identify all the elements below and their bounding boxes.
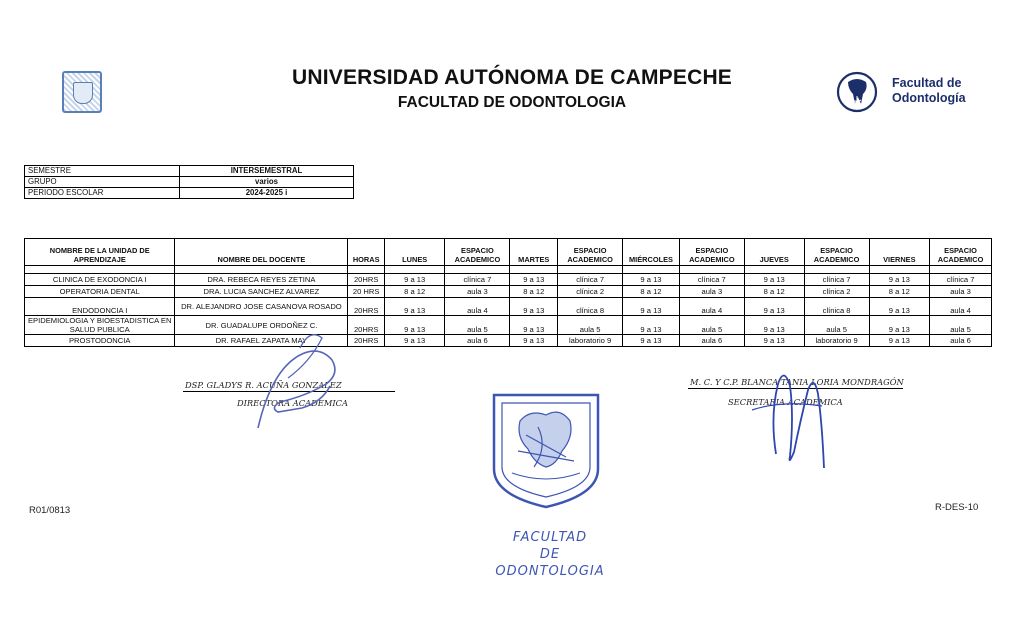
schedule-table: [24, 238, 992, 347]
left-signatory-title: DIRECTORA ACADEMICA: [237, 398, 348, 408]
schedule-cell: clínica 7: [930, 274, 992, 286]
schedule-cell: clínica 7: [445, 274, 510, 286]
schedule-cell: DRA. LUCIA SANCHEZ ALVAREZ: [175, 286, 348, 298]
left-signatory-name: DSP. GLADYS R. ACUÑA GONZALEZ: [185, 380, 342, 390]
schedule-cell: 9 a 13: [869, 316, 930, 335]
schedule-cell: 9 a 13: [510, 335, 558, 347]
spacer-cell: [930, 266, 992, 274]
spacer-cell: [384, 266, 444, 274]
schedule-cell: 20HRS: [348, 274, 385, 286]
schedule-cell: DR. ALEJANDRO JOSE CASANOVA ROSADO: [175, 298, 348, 316]
spacer-cell: [869, 266, 930, 274]
schedule-cell: DR. GUADALUPE ORDOÑEZ C.: [175, 316, 348, 335]
schedule-cell: aula 5: [445, 316, 510, 335]
info-label: SEMESTRE: [25, 166, 180, 177]
spacer-row: [25, 266, 992, 274]
stamp-line-3: ODONTOLOGIA: [495, 564, 605, 579]
info-value: varios: [180, 177, 354, 188]
info-row: [25, 166, 354, 177]
schedule-cell: 9 a 13: [384, 335, 444, 347]
spacer-cell: [623, 266, 680, 274]
schedule-cell: 8 a 12: [384, 286, 444, 298]
stamp-text: [480, 529, 620, 580]
schedule-cell: 9 a 13: [744, 298, 804, 316]
schedule-cell: aula 5: [930, 316, 992, 335]
spacer-cell: [744, 266, 804, 274]
schedule-cell: aula 3: [930, 286, 992, 298]
info-label: PERIODO ESCOLAR: [25, 188, 180, 199]
document-code-right: R-DES-10: [935, 502, 979, 513]
schedule-cell: aula 5: [558, 316, 623, 335]
column-header: NOMBRE DEL DOCENTE: [175, 239, 348, 266]
schedule-cell: 9 a 13: [869, 274, 930, 286]
schedule-cell: 9 a 13: [623, 274, 680, 286]
official-stamp: [490, 391, 602, 511]
column-header: MARTES: [510, 239, 558, 266]
column-header: ESPACIO ACADEMICO: [445, 239, 510, 266]
column-header: ESPACIO ACADEMICO: [679, 239, 744, 266]
schedule-cell: DR. RAFAEL ZAPATA MAY: [175, 335, 348, 347]
schedule-cell: 8 a 12: [623, 286, 680, 298]
schedule-cell: 9 a 13: [384, 316, 444, 335]
schedule-row: [25, 286, 992, 298]
schedule-cell: aula 4: [445, 298, 510, 316]
schedule-cell: aula 5: [804, 316, 869, 335]
schedule-cell: aula 4: [679, 298, 744, 316]
spacer-cell: [348, 266, 385, 274]
schedule-cell: PROSTODONCIA: [25, 335, 175, 347]
document-code-left: R01/0813: [29, 505, 71, 516]
spacer-cell: [804, 266, 869, 274]
info-value: INTERSEMESTRAL: [180, 166, 354, 177]
schedule-cell: clínica 2: [804, 286, 869, 298]
schedule-row: [25, 274, 992, 286]
schedule-cell: 9 a 13: [744, 335, 804, 347]
right-signatory-name: M. C. Y C.P. BLANCA TANIA LORIA MONDRAGÓN: [690, 377, 904, 387]
schedule-cell: 20HRS: [348, 298, 385, 316]
schedule-cell: aula 3: [679, 286, 744, 298]
university-title: UNIVERSIDAD AUTÓNOMA DE CAMPECHE: [291, 66, 733, 89]
info-row: [25, 188, 354, 199]
schedule-cell: aula 6: [445, 335, 510, 347]
schedule-cell: 9 a 13: [869, 298, 930, 316]
column-header: HORAS: [348, 239, 385, 266]
right-signatory-title: SECRETARIA ACADEMICA: [728, 397, 843, 407]
stamp-line-2: DE: [539, 547, 561, 562]
schedule-cell: clínica 7: [558, 274, 623, 286]
schedule-row: [25, 335, 992, 347]
faculty-logo-text: [892, 76, 966, 106]
schedule-header-row: [25, 239, 992, 266]
schedule-cell: 9 a 13: [744, 274, 804, 286]
schedule-cell: 20HRS: [348, 316, 385, 335]
schedule-cell: ENDODONCIA I: [25, 298, 175, 316]
schedule-cell: 8 a 12: [869, 286, 930, 298]
schedule-cell: 8 a 12: [510, 286, 558, 298]
right-signature-line: [688, 388, 903, 389]
schedule-cell: 9 a 13: [384, 274, 444, 286]
column-header: JUEVES: [744, 239, 804, 266]
faculty-logo-line1: Facultad de: [892, 76, 962, 90]
spacer-cell: [175, 266, 348, 274]
university-seal-logo: [62, 71, 102, 113]
schedule-cell: 9 a 13: [510, 298, 558, 316]
schedule-cell: 8 a 12: [744, 286, 804, 298]
column-header: NOMBRE DE LA UNIDAD DE APRENDIZAJE: [25, 239, 175, 266]
schedule-cell: 9 a 13: [384, 298, 444, 316]
schedule-cell: EPIDEMIOLOGIA Y BIOESTADISTICA EN SALUD PUBLICA: [25, 316, 175, 335]
spacer-cell: [558, 266, 623, 274]
schedule-cell: clínica 8: [804, 298, 869, 316]
schedule-cell: 9 a 13: [510, 274, 558, 286]
schedule-cell: clínica 7: [804, 274, 869, 286]
schedule-cell: laboratorio 9: [558, 335, 623, 347]
schedule-cell: aula 4: [930, 298, 992, 316]
spacer-cell: [510, 266, 558, 274]
info-row: [25, 177, 354, 188]
column-header: VIERNES: [869, 239, 930, 266]
schedule-cell: 20HRS: [348, 335, 385, 347]
schedule-cell: clínica 7: [679, 274, 744, 286]
schedule-row: [25, 316, 992, 335]
schedule-row: [25, 298, 992, 316]
faculty-logo-line2: Odontología: [892, 91, 966, 105]
schedule-cell: laboratorio 9: [804, 335, 869, 347]
schedule-cell: 9 a 13: [744, 316, 804, 335]
stamp-line-1: FACULTAD: [512, 530, 588, 545]
schedule-cell: 9 a 13: [623, 335, 680, 347]
schedule-cell: 9 a 13: [510, 316, 558, 335]
faculty-title: FACULTAD DE ODONTOLOGIA: [397, 94, 627, 111]
schedule-cell: CLINICA DE EXODONCIA I: [25, 274, 175, 286]
spacer-cell: [445, 266, 510, 274]
schedule-cell: aula 6: [930, 335, 992, 347]
column-header: ESPACIO ACADEMICO: [930, 239, 992, 266]
schedule-cell: 9 a 13: [623, 298, 680, 316]
schedule-cell: aula 3: [445, 286, 510, 298]
schedule-cell: aula 5: [679, 316, 744, 335]
column-header: LUNES: [384, 239, 444, 266]
spacer-cell: [679, 266, 744, 274]
schedule-cell: OPERATORIA DENTAL: [25, 286, 175, 298]
schedule-cell: 9 a 13: [869, 335, 930, 347]
schedule-cell: DRA. REBECA REYES ZETINA: [175, 274, 348, 286]
column-header: ESPACIO ACADEMICO: [804, 239, 869, 266]
info-table: [24, 165, 354, 199]
column-header: ESPACIO ACADEMICO: [558, 239, 623, 266]
info-label: GRUPO: [25, 177, 180, 188]
schedule-cell: aula 6: [679, 335, 744, 347]
schedule-cell: clínica 2: [558, 286, 623, 298]
schedule-cell: 20 HRS: [348, 286, 385, 298]
info-value: 2024-2025 i: [180, 188, 354, 199]
left-signature-line: [183, 391, 395, 392]
schedule-cell: clínica 8: [558, 298, 623, 316]
spacer-cell: [25, 266, 175, 274]
column-header: MIÉRCOLES: [623, 239, 680, 266]
schedule-cell: 9 a 13: [623, 316, 680, 335]
